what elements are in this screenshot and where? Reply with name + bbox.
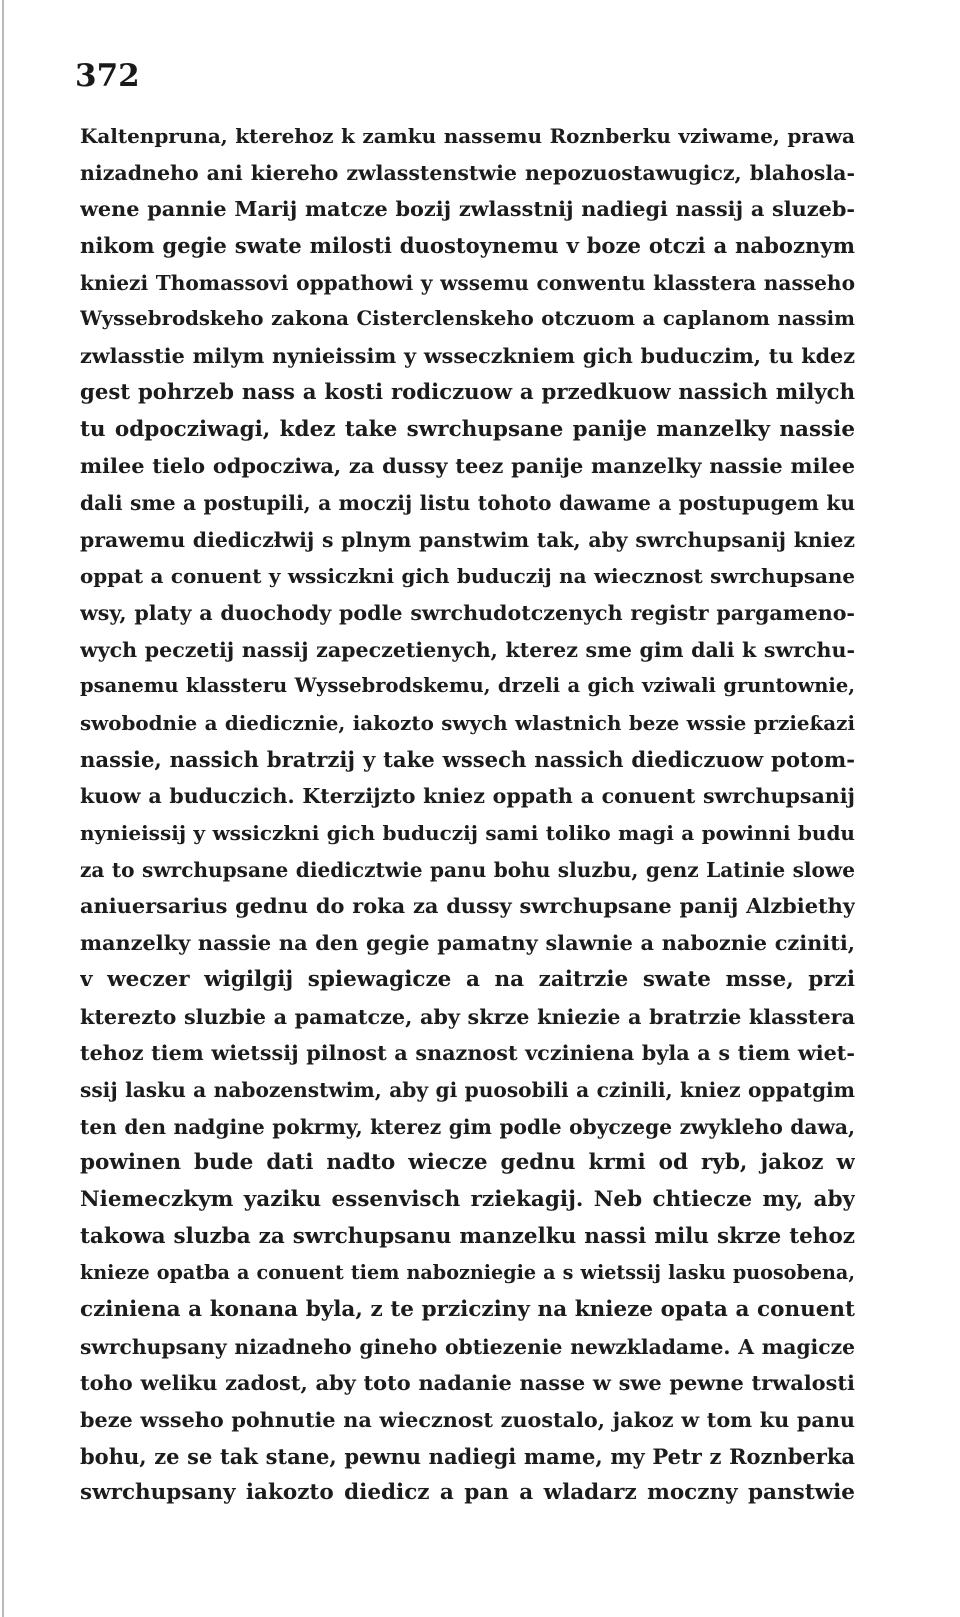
text-line: wych peczetij nassij zapeczetienych, kterez sme gim dali k swrchu- [80, 637, 855, 662]
text-line: powinen bude dati nadto wiecze gednu krmi od ryb, jakoz w [80, 1150, 855, 1176]
text-line: tu odpocziwagi, kdez take swrchupsane panije manzelky nassie [80, 416, 855, 442]
text-line: Kaltenpruna, kterehoz k zamku nassemu Roznberku vziwame, prawa [80, 124, 855, 148]
text-line: wene pannie Marij matcze bozij zwlasstnij nadiegi nassij a sluzeb- [80, 196, 855, 222]
text-line: toho weliku zadost, aby toto nadanie nasse w swe pewne trwalosti [80, 1370, 855, 1396]
text-line: takowa sluzba za swrchupsanu manzelku nassi milu skrze tehoz [80, 1223, 855, 1249]
page-number: 372 [75, 58, 140, 94]
text-line: swrchupsany iakozto diedicz a pan a wladarz moczny panstwie [80, 1480, 855, 1506]
text-line: nizadneho ani kiereho zwlasstenstwie nepozuostawugicz, blahosla- [80, 160, 855, 185]
text-line: wsy, platy a duochody podle swrchudotczenych registr pargameno- [80, 600, 855, 625]
text-line: swobodnie a diedicznie, iakozto swych wlastnich beze wssie przieƙazi [80, 711, 855, 735]
text-line: ten den nadgine pokrmy, kterez gim podle obyczege zwykleho dawa, [80, 1114, 855, 1139]
text-line: za to swrchupsane diedicztwie panu bohu sluzbu, genz Latinie slowe [80, 857, 855, 882]
text-line: zwlasstie milym nynieissim y wsseczkniem gich buduczim, tu kdez [80, 344, 855, 369]
text-line: kniezi Thomassovi oppathowi y wssemu conwentu klasstera nasseho [80, 270, 855, 295]
text-line: nikom gegie swate milosti duostoynemu v boze otczi a naboznym [80, 233, 855, 259]
text-line: knieze opatba a conuent tiem nabozniegie a s wietssij lasku puosobena, [80, 1261, 855, 1285]
text-line: kterezto sluzbie a pamatcze, aby skrze kniezie a bratrzie klasstera [80, 1004, 855, 1029]
text-line: psanemu klassteru Wyssebrodskemu, drzeli a gich vziwali gruntownie, [80, 674, 855, 698]
text-line: milee tielo odpocziwa, za dussy teez panije manzelky nassie milee [80, 453, 855, 479]
body-text [80, 118, 855, 1512]
text-line: prawemu diediczłwij s plnym panstwim tak, aby swrchupsanij kniez [80, 527, 855, 552]
text-line: oppat a conuent y wssiczkni gich buduczij na wiecznost swrchupsane [80, 564, 855, 589]
text-line: manzelky nassie na den gegie pamatny slawnie a naboznie cziniti, [80, 930, 855, 956]
text-line: swrchupsany nizadneho gineho obtiezenie newzkladame. A magicze [80, 1334, 855, 1359]
text-line: v weczer wigilgij spiewagicze a na zaitrzie swate msse, przi [80, 966, 855, 992]
text-line: Niemeczkym yaziku essenvisch rziekagij. Neb chtiecze my, aby [80, 1186, 855, 1212]
text-line: nassie, nassich bratrzij y take wssech nassich diediczuow potom- [80, 746, 855, 772]
text-line: ssij lasku a nabozenstwim, aby gi puosobili a czinili, kniez oppatgim [80, 1077, 855, 1102]
text-line: cziniena a konana byla, z te prziczіny na knieze opata a conuent [80, 1297, 855, 1322]
text-line: nynieissij y wssiczkni gich buduczij sami toliko magi a powinni budu [80, 821, 855, 846]
page-edge [2, 0, 4, 1617]
text-line: bohu, ze se tak stane, pewnu nadiegi mame, my Petr z Roznberka [80, 1443, 855, 1469]
text-line: gest pohrzeb nass a kosti rodiczuow a przedkuow nassich milych [80, 379, 855, 405]
text-line: dali sme a postupili, a moczij listu tohoto dawame a postupugem ku [80, 490, 855, 515]
text-line: tehoz tiem wietssij pilnost a snaznost vcziniena byla a s tiem wiet- [80, 1041, 855, 1066]
text-line: aniuersarius gednu do roka za dussy swrchupsane panij Alzbiethy [80, 893, 855, 919]
text-line: kuow a buduczich. Kterzijzto kniez oppath a conuent swrchupsanij [80, 784, 855, 809]
text-line: Wyssebrodskeho zakona Cisterclenskeho otczuom a caplanom nassim [80, 307, 855, 331]
text-line: beze wsseho pohnutie na wiecznost zuostalo, jakoz w tom ku panu [80, 1408, 855, 1433]
